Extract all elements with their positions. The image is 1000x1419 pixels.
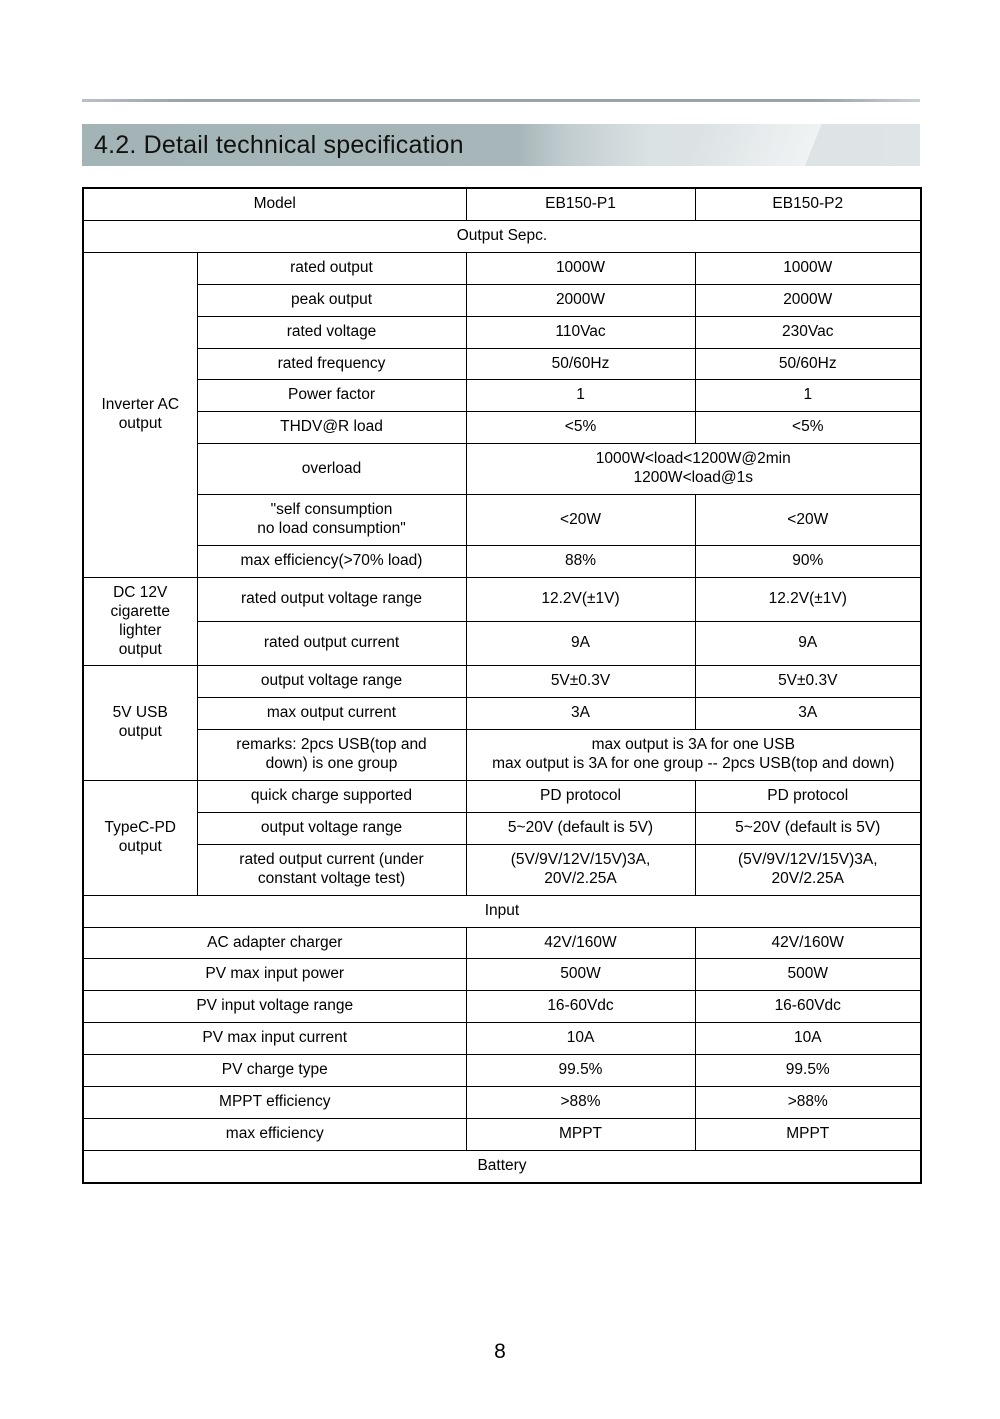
cell-value-rated-output-p2: 1000W <box>695 252 921 284</box>
cell-param-pv-max-input-current: PV max input current <box>83 1023 466 1055</box>
cell-param-pv-max-input-power: PV max input power <box>83 959 466 991</box>
table-row-overload <box>83 444 921 495</box>
cell-param-ac-adapter-charger: AC adapter charger <box>83 927 466 959</box>
cell-value-rated-frequency-p1: 50/60Hz <box>466 348 695 380</box>
cell-value-usb-voltage-range-p1: 5V±0.3V <box>466 666 695 698</box>
table-row-mppt-efficiency <box>83 1087 921 1119</box>
overload-line-2: 1200W<load@1s <box>633 469 754 487</box>
category-line-1: TypeC-PD <box>104 818 176 836</box>
cell-value-peak-output-p2: 2000W <box>695 284 921 316</box>
cell-param-typec-quick-charge: quick charge supported <box>197 781 466 813</box>
cell-param-usb-max-current: max output current <box>197 698 466 730</box>
specification-table <box>82 187 922 1184</box>
cell-param-overload: overload <box>197 444 466 495</box>
usb-remarks-line-1: remarks: 2pcs USB(top and <box>236 736 427 754</box>
cell-param-mppt-efficiency: MPPT efficiency <box>83 1087 466 1119</box>
cell-value-self-consumption-p1: <20W <box>466 495 695 546</box>
typec-current-p2-line-1: (5V/9V/12V/15V)3A, <box>737 850 878 868</box>
self-consumption-line-1: "self consumption <box>270 501 393 519</box>
cell-value-dc12v-rated-current-p1: 9A <box>466 622 695 666</box>
cell-value-power-factor-p1: 1 <box>466 380 695 412</box>
cell-param-rated-frequency: rated frequency <box>197 348 466 380</box>
cell-value-typec-quick-charge-p1: PD protocol <box>466 781 695 813</box>
cell-param-pv-input-voltage-range: PV input voltage range <box>83 991 466 1023</box>
table-row-section-input <box>83 895 921 927</box>
cell-value-pv-max-power-p2: 500W <box>695 959 921 991</box>
table-row-typec-voltage-range <box>83 812 921 844</box>
cell-category-5v-usb-output <box>83 666 197 781</box>
table-row-dc12v-voltage-range <box>83 577 921 621</box>
cell-value-typec-voltage-range-p2: 5~20V (default is 5V) <box>695 812 921 844</box>
self-consumption-line-2: no load consumption" <box>257 519 406 537</box>
table-row-max-efficiency-70-load <box>83 545 921 577</box>
category-line-4: output <box>118 640 162 658</box>
table-row-thdv-r-load <box>83 412 921 444</box>
specification-table-container <box>82 187 920 1184</box>
cell-value-dc12v-voltage-range-p2: 12.2V(±1V) <box>695 577 921 621</box>
cell-value-mppt-efficiency-p1: >88% <box>466 1087 695 1119</box>
table-row-max-efficiency <box>83 1119 921 1151</box>
category-line-2: output <box>118 723 162 741</box>
cell-value-ac-adapter-p1: 42V/160W <box>466 927 695 959</box>
table-row-usb-voltage-range <box>83 666 921 698</box>
category-line-2: cigarette <box>110 602 170 620</box>
table-row-section-battery <box>83 1150 921 1182</box>
cell-value-typec-voltage-range-p1: 5~20V (default is 5V) <box>466 812 695 844</box>
cell-value-rated-voltage-p1: 110Vac <box>466 316 695 348</box>
category-line-2: output <box>118 414 162 432</box>
category-line-1: DC 12V <box>113 583 168 601</box>
cell-value-usb-max-current-p2: 3A <box>695 698 921 730</box>
cell-param-max-efficiency: max efficiency <box>83 1119 466 1151</box>
cell-section-output-spec: Output Sepc. <box>83 220 921 252</box>
cell-value-rated-output-p1: 1000W <box>466 252 695 284</box>
typec-current-param-line-1: rated output current (under <box>239 850 424 868</box>
cell-value-typec-rated-current-p1 <box>466 844 695 895</box>
cell-param-dc12v-rated-current: rated output current <box>197 622 466 666</box>
table-row-pv-charge-type <box>83 1055 921 1087</box>
table-row-typec-rated-current <box>83 844 921 895</box>
cell-value-peak-output-p1: 2000W <box>466 284 695 316</box>
category-line-1: Inverter AC <box>101 395 180 413</box>
cell-value-rated-frequency-p2: 50/60Hz <box>695 348 921 380</box>
cell-value-pv-max-power-p1: 500W <box>466 959 695 991</box>
cell-value-dc12v-rated-current-p2: 9A <box>695 622 921 666</box>
cell-param-rated-output: rated output <box>197 252 466 284</box>
cell-value-pv-max-current-p2: 10A <box>695 1023 921 1055</box>
table-row-pv-max-input-current <box>83 1023 921 1055</box>
cell-value-pv-voltage-range-p2: 16-60Vdc <box>695 991 921 1023</box>
usb-remarks-line-2: down) is one group <box>265 755 398 773</box>
table-row-usb-remarks <box>83 730 921 781</box>
cell-category-inverter-ac-output <box>83 252 197 577</box>
cell-param-typec-voltage-range: output voltage range <box>197 812 466 844</box>
cell-value-typec-quick-charge-p2: PD protocol <box>695 781 921 813</box>
cell-value-pv-charge-type-p2: 99.5% <box>695 1055 921 1087</box>
cell-value-pv-voltage-range-p1: 16-60Vdc <box>466 991 695 1023</box>
cell-value-overload-merged <box>466 444 921 495</box>
cell-param-usb-voltage-range: output voltage range <box>197 666 466 698</box>
cell-param-usb-remarks <box>197 730 466 781</box>
cell-param-self-consumption <box>197 495 466 546</box>
cell-value-dc12v-voltage-range-p1: 12.2V(±1V) <box>466 577 695 621</box>
cell-value-pv-max-current-p1: 10A <box>466 1023 695 1055</box>
cell-param-rated-voltage: rated voltage <box>197 316 466 348</box>
category-line-3: lighter <box>119 621 162 639</box>
table-row-power-factor <box>83 380 921 412</box>
cell-param-pv-charge-type: PV charge type <box>83 1055 466 1087</box>
cell-value-ac-adapter-p2: 42V/160W <box>695 927 921 959</box>
table-row-pv-input-voltage-range <box>83 991 921 1023</box>
header-divider-rule <box>82 99 920 102</box>
category-line-1: 5V USB <box>112 704 168 722</box>
table-row-pv-max-input-power <box>83 959 921 991</box>
typec-current-p1-line-1: (5V/9V/12V/15V)3A, <box>510 850 651 868</box>
cell-param-dc12v-voltage-range: rated output voltage range <box>197 577 466 621</box>
cell-value-rated-voltage-p2: 230Vac <box>695 316 921 348</box>
typec-current-param-line-2: constant voltage test) <box>257 869 406 887</box>
page-title: 4.2. Detail technical specification <box>94 131 464 159</box>
cell-param-typec-rated-current <box>197 844 466 895</box>
cell-value-usb-voltage-range-p2: 5V±0.3V <box>695 666 921 698</box>
table-row-ac-adapter-charger <box>83 927 921 959</box>
table-row-section-output <box>83 220 921 252</box>
category-line-2: output <box>118 837 162 855</box>
typec-current-p2-line-2: 20V/2.25A <box>771 869 844 887</box>
cell-value-max-efficiency-p1: 88% <box>466 545 695 577</box>
cell-value-mppt-efficiency-p2: >88% <box>695 1087 921 1119</box>
cell-value-self-consumption-p2: <20W <box>695 495 921 546</box>
table-row-self-consumption <box>83 495 921 546</box>
table-row-rated-frequency <box>83 348 921 380</box>
cell-param-power-factor: Power factor <box>197 380 466 412</box>
usb-remarks-value-line-2: max output is 3A for one group -- 2pcs USB(top and down) <box>492 755 895 773</box>
cell-model-label: Model <box>83 188 466 220</box>
cell-value-pv-charge-type-p1: 99.5% <box>466 1055 695 1087</box>
cell-category-typec-pd-output <box>83 781 197 896</box>
cell-section-battery: Battery <box>83 1150 921 1182</box>
section-heading-band <box>82 124 920 166</box>
cell-section-input: Input <box>83 895 921 927</box>
table-row-peak-output <box>83 284 921 316</box>
table-row-model <box>83 188 921 220</box>
cell-category-dc-12v-cigarette-lighter-output <box>83 577 197 666</box>
cell-value-thdv-p1: <5% <box>466 412 695 444</box>
cell-value-thdv-p2: <5% <box>695 412 921 444</box>
table-row-typec-quick-charge <box>83 781 921 813</box>
table-row-rated-voltage <box>83 316 921 348</box>
cell-value-usb-remarks-merged <box>466 730 921 781</box>
cell-value-power-factor-p2: 1 <box>695 380 921 412</box>
cell-value-max-efficiency-p2: MPPT <box>695 1119 921 1151</box>
table-row-rated-output <box>83 252 921 284</box>
cell-param-peak-output: peak output <box>197 284 466 316</box>
cell-value-max-efficiency-p2: 90% <box>695 545 921 577</box>
cell-value-typec-rated-current-p2 <box>695 844 921 895</box>
overload-line-1: 1000W<load<1200W@2min <box>595 450 791 468</box>
cell-param-thdv-r-load: THDV@R load <box>197 412 466 444</box>
page-number: 8 <box>494 1340 506 1363</box>
cell-model-p1: EB150-P1 <box>466 188 695 220</box>
cell-model-p2: EB150-P2 <box>695 188 921 220</box>
usb-remarks-value-line-1: max output is 3A for one USB <box>591 736 795 754</box>
table-row-dc12v-rated-current <box>83 622 921 666</box>
cell-value-max-efficiency-p1: MPPT <box>466 1119 695 1151</box>
typec-current-p1-line-2: 20V/2.25A <box>544 869 617 887</box>
cell-value-usb-max-current-p1: 3A <box>466 698 695 730</box>
table-row-usb-max-current <box>83 698 921 730</box>
cell-param-max-efficiency-70-load: max efficiency(>70% load) <box>197 545 466 577</box>
